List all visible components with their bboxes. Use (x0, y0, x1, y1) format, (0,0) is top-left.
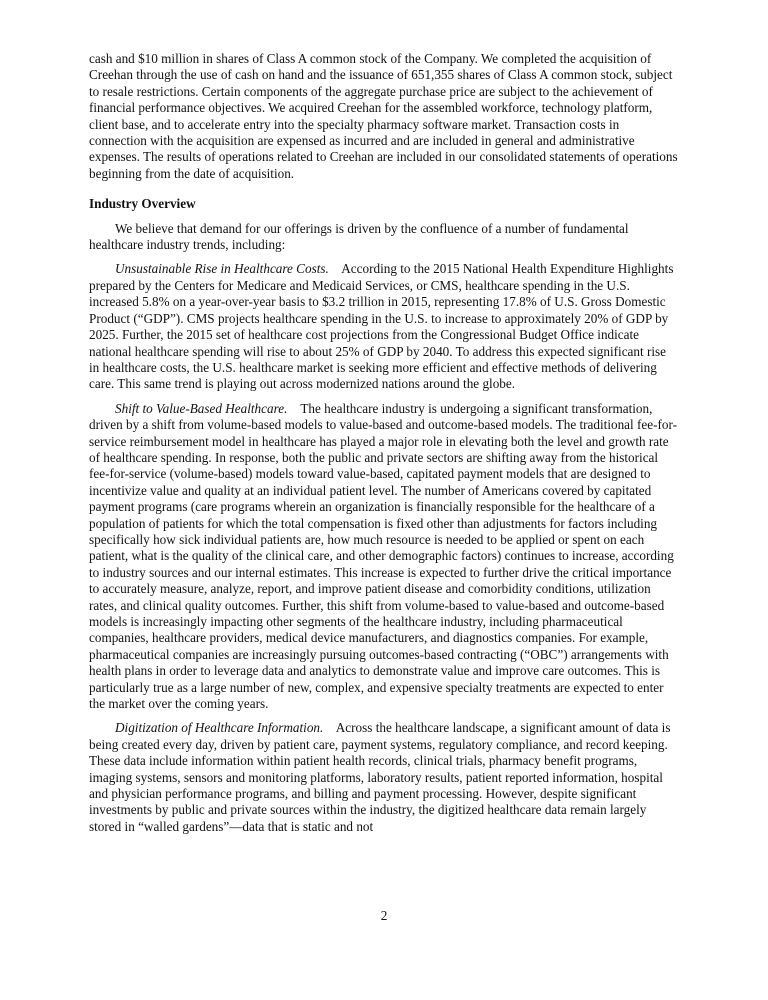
trend-paragraph-healthcare-costs (89, 261, 679, 392)
trend-text: According to the 2015 National Health Expenditure Highlights prepared by the Centers for Medicare and Medicaid Services, or CMS, healthcare spending in the U.S. increased 5.8% on a year-over-year basis to $3.2 trillion in 2015, representing 17.8% of U.S. Gross Domestic Product (“GDP”). CMS projects healthcare spending in the U.S. to increase to approximately 20% of GDP by 2025. Further, the 2015 set of healthcare cost projections from the Congressional Budget Office indicate national healthcare spending will rise to about 25% of GDP by 2040. To address this expected significant rise in healthcare costs, the U.S. healthcare market is seeking more efficient and effective methods of delivering care. This same trend is playing out across modernized nations around the globe. (89, 261, 674, 392)
trend-text: The healthcare industry is undergoing a significant transformation, driven by a shift from volume-based models to value-based and outcome-based models. The traditional fee-for-service reimbursement model in healthcare has played a major role in elevating both the level and growth rate of healthcare spending. In response, both the public and private sectors are shifting away from the historical fee-for-service (volume-based) models toward value-based, capitated payment models that are designed to incentivize value and quality at an individual patient level. The number of Americans covered by capitated payment programs (care programs wherein an organization is financially responsible for the healthcare of a population of patients for which the total compensation is fixed other than adjustments for factors including specifically how sick individual patients are, how much resource is needed to be applied or spent on each patient, what is the quality of the clinical care, and other demographic factors) continues to increase, according to industry sources and our internal estimates. This increase is expected to further drive the critical importance to accurately measure, analyze, report, and improve patient disease and comorbidity conditions, utilization rates, and clinical quality outcomes. Further, this shift from volume-based to value-based and outcome-based models is increasingly impacting other segments of the healthcare industry, including pharmaceutical companies, healthcare providers, medical device manufacturers, and diagnostics companies. For example, pharmaceutical companies are increasingly pursuing outcomes-based contracting (“OBC”) arrangements with health plans in order to leverage data and analytics to demonstrate value and improve care outcomes. This is particularly true as a large number of new, complex, and expensive specialty treatments are expected to enter the market over the coming years. (89, 400, 677, 712)
trend-paragraph-value-based (89, 401, 679, 713)
section-heading: Industry Overview (89, 196, 196, 212)
trend-lead: Unsustainable Rise in Healthcare Costs. (115, 261, 329, 277)
page-number: 2 (380, 908, 388, 923)
trend-lead: Digitization of Healthcare Information. (115, 720, 324, 736)
trend-text: Across the healthcare landscape, a significant amount of data is being created every day, driven by patient care, payment systems, regulatory compliance, and record keeping. These data include information within patient health records, clinical trials, pharmacy benefit programs, imaging systems, sensors and monitoring platforms, laboratory results, patient reported information, hospital and physician performance programs, and billing and payment processing. However, despite significant investments by public and private sources within the industry, the digitized healthcare data remain largely stored in “walled gardens”—data that is static and not (89, 720, 671, 834)
trend-lead: Shift to Value-Based Healthcare. (115, 400, 288, 416)
intro-paragraph: cash and $10 million in shares of Class A common stock of the Company. We completed the acquisition of Creehan through the use of cash on hand and the issuance of 651,355 shares of Class A common stock, subject to resale restrictions. Certain components of the aggregate purchase price are subject to the achievement of financial performance objectives. We acquired Creehan for the assembled workforce, technology platform, client base, and to accelerate entry into the specialty pharmacy software market. Transaction costs in connection with the acquisition are expensed as incurred and are included in general and administrative expenses. The results of operations related to Creehan are included in our consolidated statements of operations beginning from the date of acquisition. (89, 51, 678, 181)
overview-paragraph: We believe that demand for our offerings is driven by the confluence of a number of fundamental healthcare industry trends, including: (89, 220, 629, 253)
trend-paragraph-digitization (89, 720, 679, 835)
document-page (89, 51, 679, 843)
